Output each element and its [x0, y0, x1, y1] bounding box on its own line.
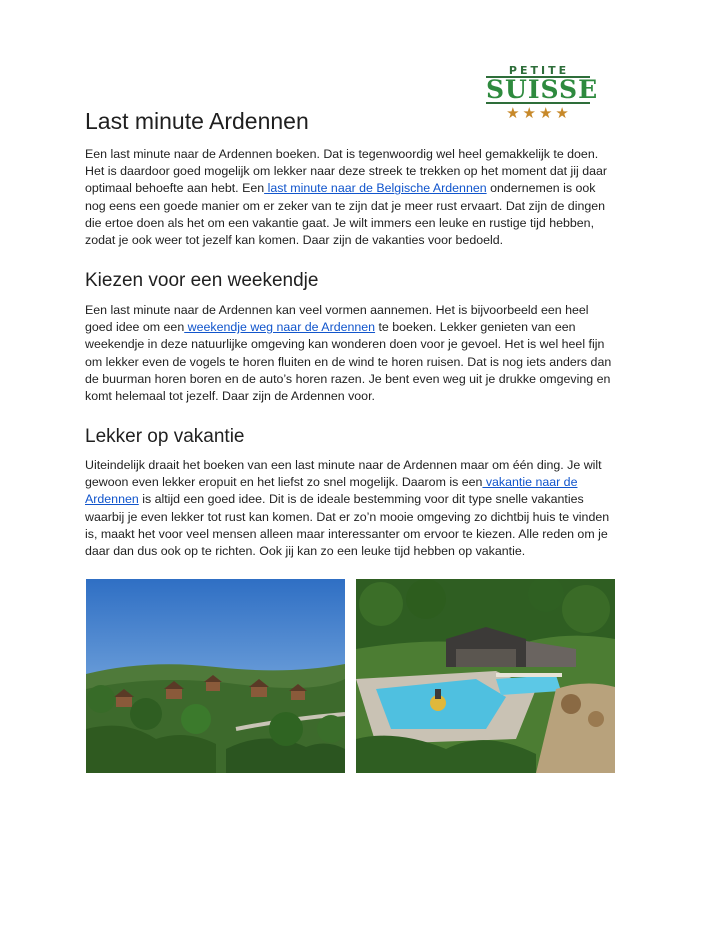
text-line: is, maakt het voor veel mensen alleen maar interessanter om ervoor te kiezen. Alle reden om je	[85, 526, 608, 541]
text-fragment: gewoon even lekker eropuit en het liefst zo snel mogelijk. Daarom is een	[85, 475, 483, 490]
text-line: die ertoe doen als het om een vakantie gaat. Je wilt immers een leuke en rustige tijd hebben,	[85, 215, 595, 230]
link-vakantie-naar-ardennen[interactable]: vakantie naar de	[482, 475, 578, 490]
text-line	[85, 491, 645, 508]
text-line: weekendje in deze natuurlijke omgeving kan wonderen doen voor je gevoel. Het is wel heel fijn	[85, 337, 605, 352]
text-fragment: is altijd een goed idee. Dit is de ideale bestemming voor dit type snelle vakanties	[138, 492, 584, 507]
link-weekendje-weg-ardennen[interactable]: weekendje weg naar de Ardennen	[184, 320, 376, 335]
text-fragment: optimaal behoefte aan hebt. Een	[85, 181, 265, 196]
text-line: waarbij je even lekker tot rust kan komen. Dat er zo’n mooie omgeving zo dichtbij huis te vinden	[85, 509, 610, 524]
heading-lekker-op-vakantie: Lekker op vakantie	[85, 426, 245, 447]
text-line: de buurman horen boren en de auto’s horen razen. Je bent even weg uit je drukke omgeving en	[85, 371, 611, 386]
intro-paragraph	[85, 146, 645, 249]
text-line: nog eens een goede manier om er zeker van te zijn dat je meer rust ervaart. Dat zijn de dingen	[85, 198, 606, 213]
text-line	[85, 474, 645, 491]
page-title: Last minute Ardennen	[85, 108, 309, 134]
text-line: zodat je ook weer tot jezelf kan komen. Daar zijn de vakanties voor bedoeld.	[85, 233, 504, 248]
text-fragment: te boeken. Lekker genieten van een	[375, 320, 576, 335]
heading-weekendje: Kiezen voor een weekendje	[85, 270, 319, 291]
text-fragment: goed idee om een	[85, 320, 185, 335]
chalets-forest-photo	[86, 579, 345, 773]
weekendje-paragraph	[85, 302, 645, 405]
link-vakantie-naar-ardennen-cont[interactable]: Ardennen	[85, 492, 139, 507]
text-line: Een last minute naar de Ardennen boeken. Dat is tegenwoordig wel heel gemakkelijk te doen.	[85, 147, 599, 161]
logo-line-suisse: SUISSE	[486, 75, 599, 104]
text-line: om lekker even de vogels te horen fluiten en de wind te horen ruisen. Dat is nog iets anders dan	[85, 354, 612, 369]
text-line	[85, 319, 645, 336]
text-fragment: ondernemen is ook	[486, 181, 596, 196]
text-line: Het is daardoor goed mogelijk om lekker naar deze streek te trekken op het moment dat jij daar	[85, 164, 608, 179]
logo-line-petite: PETITE	[508, 64, 570, 77]
link-last-minute-belgische-ardennen[interactable]: last minute naar de Belgische Ardennen	[264, 181, 487, 196]
text-line: daar dan dus ook op te richten. Ook jij kan zo een leuke tijd hebben op vakantie.	[85, 544, 526, 559]
text-line: komt helemaal tot jezelf. Daar zijn de Ardennen voor.	[85, 389, 375, 404]
logo-stars-icon: ★★★★	[506, 105, 572, 122]
text-line: Een last minute naar de Ardennen kan veel vormen aannemen. Het is bijvoorbeeld een heel	[85, 303, 589, 317]
swimming-pool-image	[356, 579, 615, 773]
chalets-forest-image	[86, 579, 345, 773]
text-line	[85, 180, 645, 197]
vakantie-paragraph	[85, 457, 645, 560]
petite-suisse-logo	[484, 64, 599, 124]
text-line: Uiteindelijk draait het boeken van een last minute naar de Ardennen maar om één ding. Je wilt	[85, 458, 602, 472]
swimming-pool-photo	[356, 579, 615, 773]
